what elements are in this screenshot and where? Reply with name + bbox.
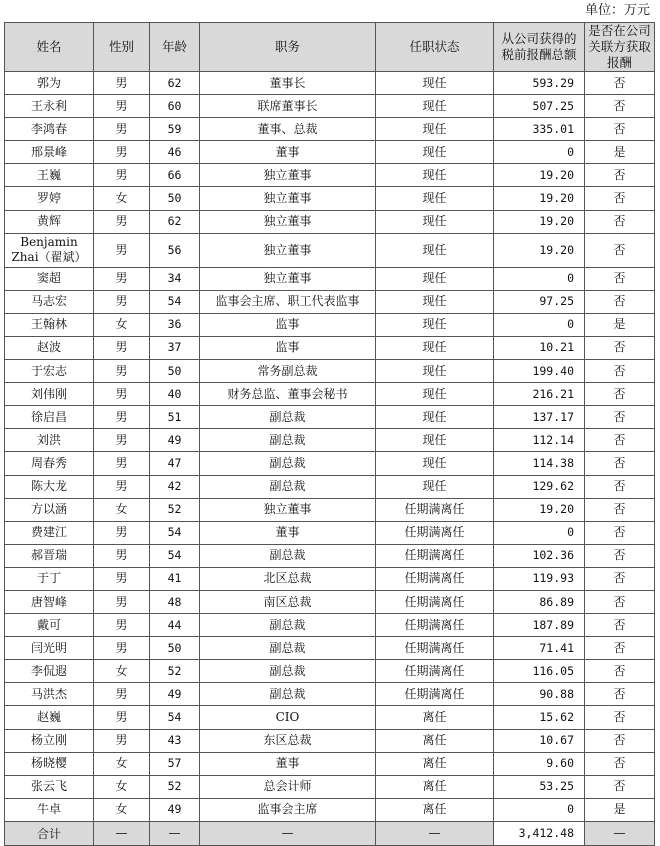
table-row — [5, 95, 655, 118]
cell-age: 44 — [150, 614, 200, 637]
cell-age: 51 — [150, 406, 200, 429]
compensation-table — [4, 22, 655, 846]
cell-compensation: 19.20 — [494, 233, 585, 267]
table-row — [5, 210, 655, 233]
table-row — [5, 567, 655, 590]
cell-name: 郭为 — [5, 72, 94, 95]
cell-gender: 男 — [94, 429, 150, 452]
cell-age: 59 — [150, 118, 200, 141]
total-age: — — [150, 821, 200, 845]
cell-gender: 女 — [94, 313, 150, 336]
cell-gender: 女 — [94, 752, 150, 775]
cell-status: 现任 — [376, 336, 494, 359]
cell-status: 现任 — [376, 164, 494, 187]
cell-related-party: 否 — [585, 660, 655, 683]
cell-name: 杨晓樱 — [5, 752, 94, 775]
cell-status: 现任 — [376, 383, 494, 406]
cell-compensation: 507.25 — [494, 95, 585, 118]
cell-related-party: 否 — [585, 775, 655, 798]
cell-age: 37 — [150, 336, 200, 359]
cell-related-party: 否 — [585, 452, 655, 475]
cell-gender: 男 — [94, 210, 150, 233]
total-compensation: 3,412.48 — [494, 821, 585, 845]
table-row — [5, 336, 655, 359]
cell-age: 40 — [150, 383, 200, 406]
header-compensation: 从公司获得的税前报酬总额 — [494, 23, 585, 72]
cell-gender: 男 — [94, 706, 150, 729]
cell-name: 马洪杰 — [5, 683, 94, 706]
cell-gender: 男 — [94, 567, 150, 590]
cell-age: 46 — [150, 141, 200, 164]
cell-age: 56 — [150, 233, 200, 267]
cell-position: 独立董事 — [200, 498, 376, 521]
cell-age: 41 — [150, 567, 200, 590]
cell-name: 马志宏 — [5, 290, 94, 313]
cell-gender: 男 — [94, 141, 150, 164]
cell-name: 费建江 — [5, 521, 94, 544]
total-label: 合计 — [5, 821, 94, 845]
cell-position: 董事长 — [200, 72, 376, 95]
cell-position: 副总裁 — [200, 637, 376, 660]
cell-status: 现任 — [376, 210, 494, 233]
table-row — [5, 233, 655, 267]
table-row — [5, 498, 655, 521]
cell-status: 离任 — [376, 752, 494, 775]
cell-compensation: 102.36 — [494, 544, 585, 567]
cell-related-party: 否 — [585, 614, 655, 637]
cell-position: 常务副总裁 — [200, 360, 376, 383]
cell-age: 52 — [150, 498, 200, 521]
cell-status: 现任 — [376, 72, 494, 95]
cell-compensation: 112.14 — [494, 429, 585, 452]
cell-position: 联席董事长 — [200, 95, 376, 118]
cell-position: 副总裁 — [200, 452, 376, 475]
cell-compensation: 19.20 — [494, 210, 585, 233]
cell-gender: 女 — [94, 498, 150, 521]
cell-related-party: 否 — [585, 72, 655, 95]
cell-gender: 男 — [94, 95, 150, 118]
table-row — [5, 429, 655, 452]
total-related-party: — — [585, 821, 655, 845]
cell-position: CIO — [200, 706, 376, 729]
cell-compensation: 0 — [494, 313, 585, 336]
cell-age: 54 — [150, 290, 200, 313]
header-age: 年龄 — [150, 23, 200, 72]
table-body — [5, 72, 655, 822]
cell-status: 离任 — [376, 706, 494, 729]
cell-status: 任期满离任 — [376, 590, 494, 613]
cell-position: 独立董事 — [200, 164, 376, 187]
cell-related-party: 否 — [585, 544, 655, 567]
table-row — [5, 798, 655, 821]
cell-name: 罗婷 — [5, 187, 94, 210]
cell-name: 张云飞 — [5, 775, 94, 798]
cell-name: 方以涵 — [5, 498, 94, 521]
header-gender: 性别 — [94, 23, 150, 72]
cell-position: 总会计师 — [200, 775, 376, 798]
cell-position: 董事 — [200, 521, 376, 544]
cell-compensation: 10.67 — [494, 729, 585, 752]
cell-position: 副总裁 — [200, 683, 376, 706]
cell-compensation: 129.62 — [494, 475, 585, 498]
cell-compensation: 9.60 — [494, 752, 585, 775]
cell-related-party: 否 — [585, 210, 655, 233]
cell-position: 董事 — [200, 141, 376, 164]
cell-gender: 女 — [94, 798, 150, 821]
table-row — [5, 141, 655, 164]
cell-related-party: 否 — [585, 706, 655, 729]
cell-age: 54 — [150, 544, 200, 567]
cell-status: 现任 — [376, 290, 494, 313]
cell-position: 副总裁 — [200, 429, 376, 452]
header-position: 职务 — [200, 23, 376, 72]
cell-related-party: 否 — [585, 383, 655, 406]
cell-compensation: 216.21 — [494, 383, 585, 406]
cell-position: 北区总裁 — [200, 567, 376, 590]
table-row — [5, 544, 655, 567]
cell-status: 离任 — [376, 729, 494, 752]
cell-compensation: 19.20 — [494, 187, 585, 210]
table-row — [5, 521, 655, 544]
cell-gender: 女 — [94, 187, 150, 210]
cell-name: 李鸿春 — [5, 118, 94, 141]
cell-compensation: 15.62 — [494, 706, 585, 729]
cell-position: 监事 — [200, 313, 376, 336]
cell-compensation: 0 — [494, 521, 585, 544]
cell-related-party: 否 — [585, 590, 655, 613]
cell-status: 任期满离任 — [376, 614, 494, 637]
cell-age: 54 — [150, 521, 200, 544]
header-status: 任职状态 — [376, 23, 494, 72]
cell-name: 于丁 — [5, 567, 94, 590]
cell-related-party: 否 — [585, 683, 655, 706]
table-row — [5, 360, 655, 383]
cell-age: 49 — [150, 429, 200, 452]
cell-name: 王永利 — [5, 95, 94, 118]
cell-status: 现任 — [376, 429, 494, 452]
cell-name: 李侃遐 — [5, 660, 94, 683]
cell-name: 徐启昌 — [5, 406, 94, 429]
cell-status: 离任 — [376, 798, 494, 821]
cell-compensation: 0 — [494, 798, 585, 821]
cell-age: 62 — [150, 72, 200, 95]
table-row — [5, 187, 655, 210]
cell-name: 赵巍 — [5, 706, 94, 729]
cell-compensation: 114.38 — [494, 452, 585, 475]
cell-related-party: 否 — [585, 475, 655, 498]
cell-age: 48 — [150, 590, 200, 613]
total-status: — — [376, 821, 494, 845]
cell-position: 南区总裁 — [200, 590, 376, 613]
cell-compensation: 90.88 — [494, 683, 585, 706]
cell-gender: 男 — [94, 383, 150, 406]
cell-age: 57 — [150, 752, 200, 775]
table-row — [5, 383, 655, 406]
table-row — [5, 683, 655, 706]
cell-age: 62 — [150, 210, 200, 233]
table-row — [5, 706, 655, 729]
cell-age: 54 — [150, 706, 200, 729]
total-row — [5, 821, 655, 845]
unit-label: 单位：万元 — [584, 3, 650, 18]
cell-status: 现任 — [376, 267, 494, 290]
cell-compensation: 119.93 — [494, 567, 585, 590]
table-row — [5, 752, 655, 775]
cell-age: 52 — [150, 775, 200, 798]
cell-related-party: 否 — [585, 360, 655, 383]
cell-position: 监事会主席 — [200, 798, 376, 821]
cell-compensation: 19.20 — [494, 498, 585, 521]
table-row — [5, 614, 655, 637]
cell-compensation: 97.25 — [494, 290, 585, 313]
cell-compensation: 0 — [494, 267, 585, 290]
cell-position: 副总裁 — [200, 614, 376, 637]
cell-name: 窦超 — [5, 267, 94, 290]
cell-compensation: 593.29 — [494, 72, 585, 95]
table-row — [5, 637, 655, 660]
total-gender: — — [94, 821, 150, 845]
cell-name: 闫光明 — [5, 637, 94, 660]
cell-position: 监事会主席、职工代表监事 — [200, 290, 376, 313]
cell-age: 52 — [150, 660, 200, 683]
cell-gender: 男 — [94, 336, 150, 359]
cell-gender: 男 — [94, 590, 150, 613]
cell-age: 49 — [150, 683, 200, 706]
cell-compensation: 187.89 — [494, 614, 585, 637]
cell-gender: 男 — [94, 521, 150, 544]
cell-gender: 男 — [94, 683, 150, 706]
cell-gender: 女 — [94, 660, 150, 683]
cell-gender: 男 — [94, 475, 150, 498]
cell-status: 任期满离任 — [376, 567, 494, 590]
table-row — [5, 118, 655, 141]
table-row — [5, 267, 655, 290]
cell-compensation: 71.41 — [494, 637, 585, 660]
cell-gender: 男 — [94, 290, 150, 313]
cell-compensation: 53.25 — [494, 775, 585, 798]
cell-compensation: 86.89 — [494, 590, 585, 613]
table-row — [5, 475, 655, 498]
cell-gender: 男 — [94, 267, 150, 290]
cell-status: 现任 — [376, 313, 494, 336]
cell-position: 副总裁 — [200, 406, 376, 429]
cell-gender: 男 — [94, 72, 150, 95]
cell-name: 牛卓 — [5, 798, 94, 821]
table-row — [5, 290, 655, 313]
cell-status: 现任 — [376, 187, 494, 210]
cell-age: 34 — [150, 267, 200, 290]
cell-name: 杨立刚 — [5, 729, 94, 752]
cell-position: 副总裁 — [200, 544, 376, 567]
cell-related-party: 否 — [585, 637, 655, 660]
cell-status: 现任 — [376, 452, 494, 475]
cell-age: 47 — [150, 452, 200, 475]
cell-position: 独立董事 — [200, 267, 376, 290]
cell-gender: 男 — [94, 406, 150, 429]
cell-gender: 男 — [94, 637, 150, 660]
cell-name: 戴可 — [5, 614, 94, 637]
cell-compensation: 116.05 — [494, 660, 585, 683]
table-row — [5, 164, 655, 187]
cell-gender: 男 — [94, 614, 150, 637]
cell-related-party: 否 — [585, 233, 655, 267]
cell-name: 郝晋瑞 — [5, 544, 94, 567]
table-row — [5, 72, 655, 95]
cell-related-party: 否 — [585, 567, 655, 590]
cell-position: 独立董事 — [200, 210, 376, 233]
cell-compensation: 10.21 — [494, 336, 585, 359]
cell-age: 49 — [150, 798, 200, 821]
cell-age: 36 — [150, 313, 200, 336]
cell-position: 独立董事 — [200, 187, 376, 210]
cell-name: 刘洪 — [5, 429, 94, 452]
cell-gender: 男 — [94, 360, 150, 383]
cell-compensation: 19.20 — [494, 164, 585, 187]
cell-position: 副总裁 — [200, 660, 376, 683]
cell-related-party: 是 — [585, 141, 655, 164]
table-row — [5, 729, 655, 752]
table-row — [5, 406, 655, 429]
cell-related-party: 否 — [585, 95, 655, 118]
header-row — [5, 23, 655, 72]
table-row — [5, 452, 655, 475]
header-name: 姓名 — [5, 23, 94, 72]
cell-position: 财务总监、董事会秘书 — [200, 383, 376, 406]
cell-compensation: 0 — [494, 141, 585, 164]
cell-name: 王巍 — [5, 164, 94, 187]
cell-age: 42 — [150, 475, 200, 498]
cell-position: 董事、总裁 — [200, 118, 376, 141]
table-row — [5, 590, 655, 613]
cell-name: Benjamin Zhai（翟斌） — [5, 233, 94, 267]
cell-age: 50 — [150, 637, 200, 660]
cell-status: 任期满离任 — [376, 683, 494, 706]
cell-related-party: 否 — [585, 336, 655, 359]
cell-gender: 女 — [94, 775, 150, 798]
cell-age: 60 — [150, 95, 200, 118]
cell-status: 现任 — [376, 475, 494, 498]
cell-status: 现任 — [376, 233, 494, 267]
cell-status: 现任 — [376, 406, 494, 429]
cell-age: 50 — [150, 360, 200, 383]
cell-position: 董事 — [200, 752, 376, 775]
cell-related-party: 否 — [585, 521, 655, 544]
cell-position: 副总裁 — [200, 475, 376, 498]
cell-name: 于宏志 — [5, 360, 94, 383]
cell-related-party: 否 — [585, 752, 655, 775]
cell-name: 陈大龙 — [5, 475, 94, 498]
cell-status: 任期满离任 — [376, 660, 494, 683]
cell-status: 任期满离任 — [376, 521, 494, 544]
cell-gender: 男 — [94, 729, 150, 752]
cell-name: 黄辉 — [5, 210, 94, 233]
cell-related-party: 否 — [585, 118, 655, 141]
cell-position: 独立董事 — [200, 233, 376, 267]
cell-status: 现任 — [376, 95, 494, 118]
cell-related-party: 是 — [585, 798, 655, 821]
cell-related-party: 否 — [585, 164, 655, 187]
cell-gender: 男 — [94, 233, 150, 267]
cell-related-party: 否 — [585, 498, 655, 521]
cell-name: 刘伟刚 — [5, 383, 94, 406]
cell-name: 唐智峰 — [5, 590, 94, 613]
cell-related-party: 否 — [585, 267, 655, 290]
cell-status: 任期满离任 — [376, 498, 494, 521]
cell-gender: 男 — [94, 164, 150, 187]
cell-compensation: 199.40 — [494, 360, 585, 383]
cell-gender: 男 — [94, 118, 150, 141]
cell-related-party: 否 — [585, 406, 655, 429]
cell-related-party: 否 — [585, 729, 655, 752]
cell-status: 任期满离任 — [376, 544, 494, 567]
cell-name: 邢景峰 — [5, 141, 94, 164]
cell-age: 43 — [150, 729, 200, 752]
cell-related-party: 否 — [585, 429, 655, 452]
cell-gender: 男 — [94, 544, 150, 567]
cell-related-party: 是 — [585, 313, 655, 336]
cell-status: 现任 — [376, 360, 494, 383]
table-row — [5, 313, 655, 336]
cell-position: 监事 — [200, 336, 376, 359]
cell-status: 离任 — [376, 775, 494, 798]
cell-position: 东区总裁 — [200, 729, 376, 752]
cell-status: 任期满离任 — [376, 637, 494, 660]
cell-name: 赵波 — [5, 336, 94, 359]
cell-gender: 男 — [94, 452, 150, 475]
cell-age: 50 — [150, 187, 200, 210]
cell-compensation: 137.17 — [494, 406, 585, 429]
table-row — [5, 660, 655, 683]
header-related-party: 是否在公司关联方获取报酬 — [585, 23, 655, 72]
cell-related-party: 否 — [585, 187, 655, 210]
cell-related-party: 否 — [585, 290, 655, 313]
cell-name: 王翰林 — [5, 313, 94, 336]
cell-name: 周春秀 — [5, 452, 94, 475]
cell-compensation: 335.01 — [494, 118, 585, 141]
cell-status: 现任 — [376, 141, 494, 164]
total-position: — — [200, 821, 376, 845]
table-row — [5, 775, 655, 798]
cell-age: 66 — [150, 164, 200, 187]
cell-status: 现任 — [376, 118, 494, 141]
